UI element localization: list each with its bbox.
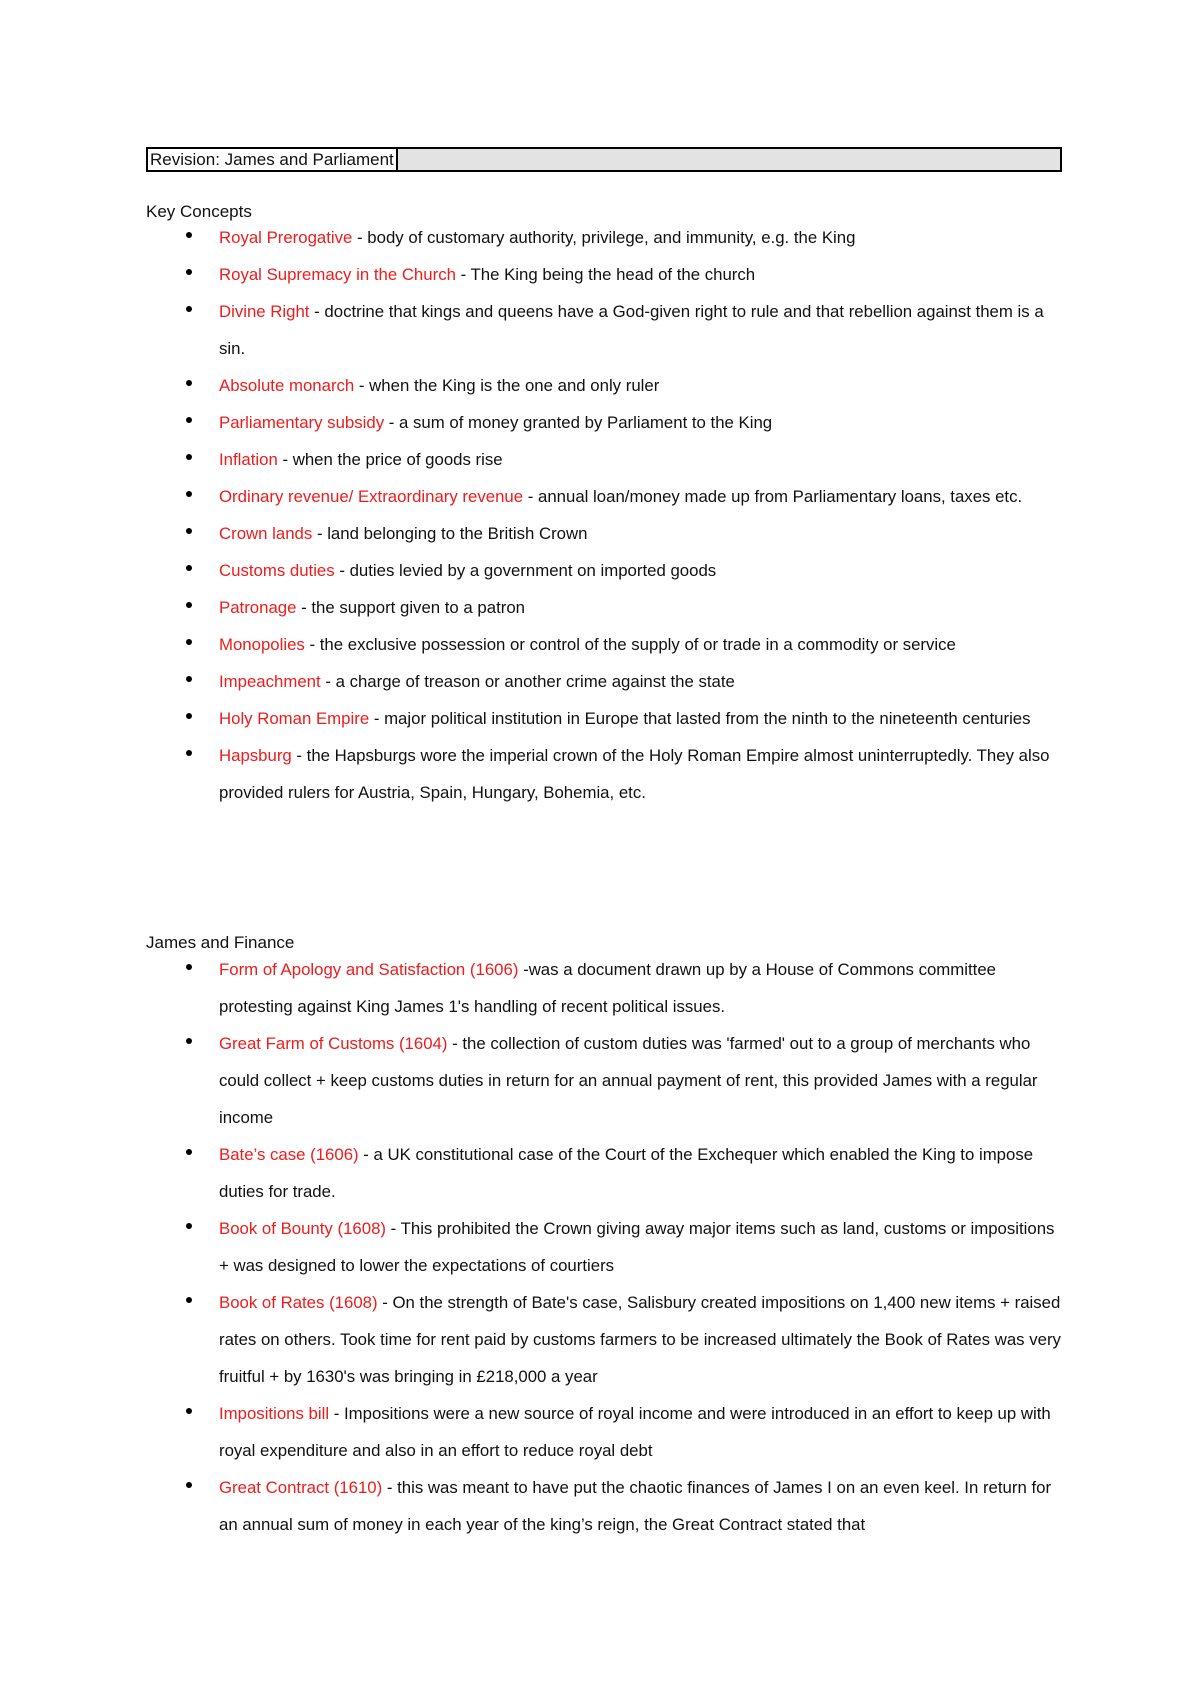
list-item-text bbox=[219, 367, 1066, 404]
bullet-icon bbox=[186, 1038, 192, 1044]
title-box bbox=[146, 147, 1062, 172]
definition: - Impositions were a new source of royal income and were introduced in an effort to keep up with royal expenditure and also in an effort to reduce royal debt bbox=[219, 1404, 1051, 1460]
definition: - when the price of goods rise bbox=[277, 450, 503, 469]
bullet-icon bbox=[186, 232, 192, 238]
list-item bbox=[146, 737, 1066, 811]
list-item bbox=[146, 515, 1066, 552]
list-item-text bbox=[219, 515, 1066, 552]
list-item bbox=[146, 552, 1066, 589]
bullet-icon bbox=[186, 1408, 192, 1414]
definition: - annual loan/money made up from Parliamentary loans, taxes etc. bbox=[523, 487, 1023, 506]
bullet-icon bbox=[186, 964, 192, 970]
bullet-icon bbox=[186, 491, 192, 497]
page-title: Revision: James and Parliament bbox=[148, 149, 398, 170]
definition: - On the strength of Bate's case, Salisbury created impositions on 1,400 new items + raised rates on others. Took time for rent paid by customs farmers to be increased ultimately the Book of Rates was very fruitful + by 1630's was bringing in £218,000 a year bbox=[219, 1293, 1061, 1386]
term: Impositions bill bbox=[219, 1404, 330, 1423]
list-item-text bbox=[219, 1210, 1066, 1284]
bullet-icon bbox=[186, 1149, 192, 1155]
list-item-text bbox=[219, 1025, 1066, 1136]
list-item bbox=[146, 1284, 1066, 1395]
term: Crown lands bbox=[219, 524, 313, 543]
term: Book of Rates (1608) bbox=[219, 1293, 378, 1312]
term: Great Contract (1610) bbox=[219, 1478, 383, 1497]
list-item bbox=[146, 1025, 1066, 1136]
list-item bbox=[146, 404, 1066, 441]
list-item-text bbox=[219, 626, 1066, 663]
list-item-text bbox=[219, 1284, 1066, 1395]
list-item-text bbox=[219, 737, 1066, 811]
list-item bbox=[146, 663, 1066, 700]
definition: - doctrine that kings and queens have a God-given right to rule and that rebellion against them is a sin. bbox=[219, 302, 1044, 358]
term: Parliamentary subsidy bbox=[219, 413, 385, 432]
bullet-icon bbox=[186, 1223, 192, 1229]
list-item bbox=[146, 441, 1066, 478]
term: Customs duties bbox=[219, 561, 335, 580]
list-item bbox=[146, 219, 1066, 256]
term: Patronage bbox=[219, 598, 297, 617]
bullet-icon bbox=[186, 750, 192, 756]
term: Hapsburg bbox=[219, 746, 292, 765]
list-item bbox=[146, 1395, 1066, 1469]
definition: - This prohibited the Crown giving away major items such as land, customs or impositions + was designed to lower the expectations of courtiers bbox=[219, 1219, 1055, 1275]
term: Form of Apology and Satisfaction (1606) bbox=[219, 960, 519, 979]
term: Royal Prerogative bbox=[219, 228, 353, 247]
list-item-text bbox=[219, 663, 1066, 700]
james-finance-list bbox=[146, 951, 1066, 1543]
bullet-icon bbox=[186, 602, 192, 608]
list-item bbox=[146, 589, 1066, 626]
definition: - The King being the head of the church bbox=[455, 265, 756, 284]
term: Monopolies bbox=[219, 635, 305, 654]
list-item bbox=[146, 293, 1066, 367]
list-item-text bbox=[219, 1136, 1066, 1210]
list-item bbox=[146, 700, 1066, 737]
bullet-icon bbox=[186, 454, 192, 460]
list-item-text bbox=[219, 293, 1066, 367]
bullet-icon bbox=[186, 1297, 192, 1303]
definition: - this was meant to have put the chaotic finances of James I on an even keel. In return for an annual sum of money in each year of the king’s reign, the Great Contract stated that bbox=[219, 1478, 1052, 1534]
term: Book of Bounty (1608) bbox=[219, 1219, 386, 1238]
list-item-text bbox=[219, 441, 1066, 478]
definition: - the Hapsburgs wore the imperial crown of the Holy Roman Empire almost uninterruptedly. They also provided rulers for Austria, Spain, Hungary, Bohemia, etc. bbox=[219, 746, 1050, 802]
definition: - the collection of custom duties was 'farmed' out to a group of merchants who could collect + keep customs duties in return for an annual payment of rent, this provided James with a regular income bbox=[219, 1034, 1038, 1127]
list-item-text bbox=[219, 552, 1066, 589]
bullet-icon bbox=[186, 528, 192, 534]
list-item bbox=[146, 1469, 1066, 1543]
list-item-text bbox=[219, 951, 1066, 1025]
term: Royal Supremacy in the Church bbox=[219, 265, 456, 284]
bullet-icon bbox=[186, 417, 192, 423]
term: Ordinary revenue/ Extraordinary revenue bbox=[219, 487, 524, 506]
definition: - a sum of money granted by Parliament to the King bbox=[384, 413, 773, 432]
list-item bbox=[146, 626, 1066, 663]
list-item bbox=[146, 951, 1066, 1025]
list-item-text bbox=[219, 404, 1066, 441]
bullet-icon bbox=[186, 639, 192, 645]
term: Absolute monarch bbox=[219, 376, 355, 395]
list-item-text bbox=[219, 700, 1066, 737]
list-item bbox=[146, 478, 1066, 515]
list-item-text bbox=[219, 1469, 1066, 1543]
definition: - the support given to a patron bbox=[296, 598, 526, 617]
list-item-text bbox=[219, 478, 1066, 515]
list-item bbox=[146, 1210, 1066, 1284]
term: Bate’s case (1606) bbox=[219, 1145, 359, 1164]
definition: - duties levied by a government on imported goods bbox=[334, 561, 717, 580]
definition: - a charge of treason or another crime against the state bbox=[320, 672, 735, 691]
bullet-icon bbox=[186, 380, 192, 386]
term: Great Farm of Customs (1604) bbox=[219, 1034, 448, 1053]
list-item bbox=[146, 367, 1066, 404]
bullet-icon bbox=[186, 1482, 192, 1488]
term: Impeachment bbox=[219, 672, 321, 691]
bullet-icon bbox=[186, 713, 192, 719]
definition: - land belonging to the British Crown bbox=[312, 524, 588, 543]
list-item bbox=[146, 1136, 1066, 1210]
list-item-text bbox=[219, 219, 1066, 256]
term: Holy Roman Empire bbox=[219, 709, 370, 728]
bullet-icon bbox=[186, 676, 192, 682]
list-item-text bbox=[219, 589, 1066, 626]
list-item-text bbox=[219, 256, 1066, 293]
bullet-icon bbox=[186, 565, 192, 571]
term: Divine Right bbox=[219, 302, 310, 321]
definition: - body of customary authority, privilege, and immunity, e.g. the King bbox=[352, 228, 856, 247]
bullet-icon bbox=[186, 269, 192, 275]
definition: -was a document drawn up by a House of Commons committee protesting against King James 1's handling of recent political issues. bbox=[219, 960, 996, 1016]
definition: - a UK constitutional case of the Court of the Exchequer which enabled the King to impose duties for trade. bbox=[219, 1145, 1034, 1201]
bullet-icon bbox=[186, 306, 192, 312]
list-item bbox=[146, 256, 1066, 293]
key-concepts-list bbox=[146, 219, 1066, 811]
definition: - major political institution in Europe that lasted from the ninth to the nineteenth centuries bbox=[369, 709, 1031, 728]
list-item-text bbox=[219, 1395, 1066, 1469]
definition: - the exclusive possession or control of the supply of or trade in a commodity or service bbox=[304, 635, 956, 654]
section-heading-key-concepts: Key Concepts bbox=[146, 202, 252, 221]
term: Inflation bbox=[219, 450, 278, 469]
definition: - when the King is the one and only ruler bbox=[354, 376, 660, 395]
section-heading-james-finance: James and Finance bbox=[146, 933, 295, 952]
